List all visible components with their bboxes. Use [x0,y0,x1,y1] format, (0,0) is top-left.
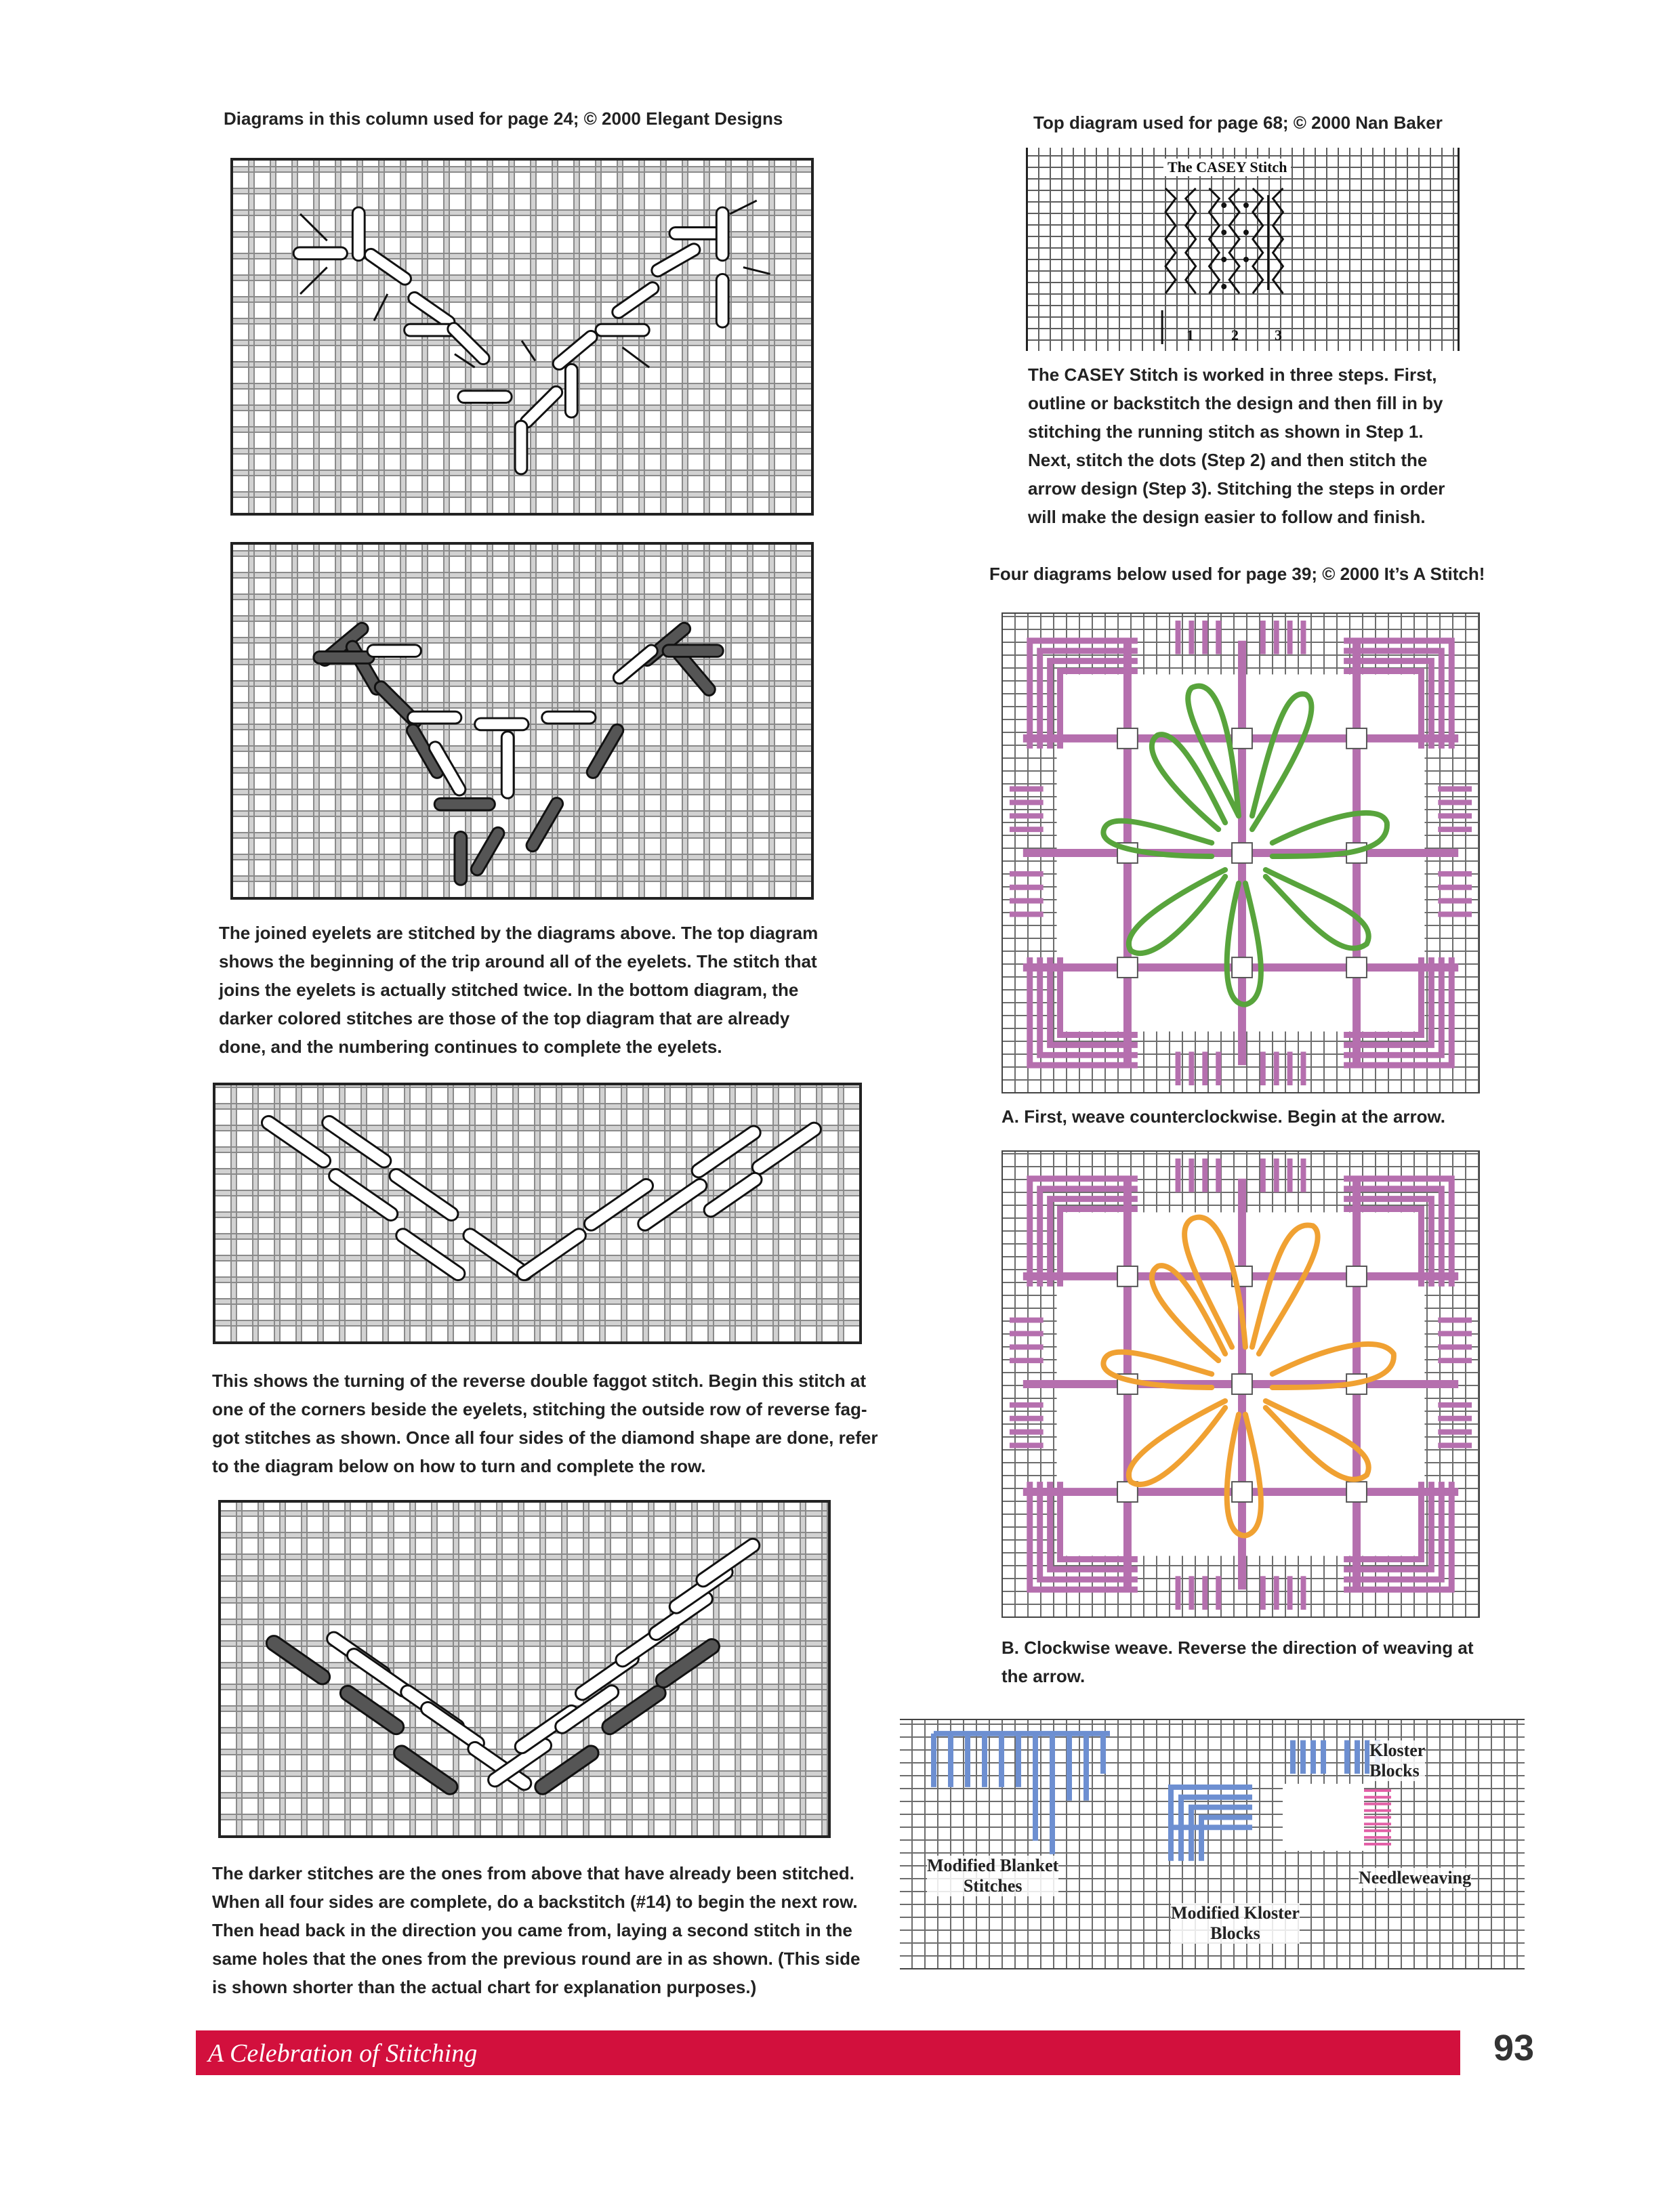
caption-line: The joined eyelets are stitched by the diagrams above. The top diagram [219,923,819,943]
caption-line: same holes that the ones from the previous round are in as shown. (This side [212,1948,861,1969]
caption-line: When all four sides are complete, do a backstitch (#14) to begin the next row. [212,1892,858,1912]
caption-line: arrow design (Step 3). Stitching the steps in order [1028,478,1445,499]
faggot-caption [212,1366,877,1480]
casey-step-3: 3 [1275,327,1282,343]
eyelet-diagram-bottom [230,542,814,900]
casey-stitch-pattern [1028,148,1458,351]
weave-a-caption: A. First, weave counterclockwise. Begin at the arrow. [1001,1106,1446,1127]
caption-line: is shown shorter than the actual chart for explanation purposes.) [212,1977,757,1997]
caption-line: will make the design easier to follow and finish. [1028,507,1426,527]
label-modified-kloster [1171,1903,1300,1944]
caption-line: The darker stitches are the ones from above that have already been stitched. [212,1863,854,1883]
caption-line: to the diagram below on how to turn and complete the row. [212,1456,706,1476]
label-needleweaving: Needleweaving [1359,1868,1472,1887]
label-line: Modified Blanket [927,1856,1059,1875]
label-line: Stitches [963,1876,1023,1896]
caption-line: B. Clockwise weave. Reverse the direction of weaving at [1001,1637,1474,1658]
right-top-header: Top diagram used for page 68; © 2000 Nan Baker [1033,112,1443,133]
faggot-stitches [215,1085,859,1341]
label-line: Kloster [1369,1740,1426,1760]
casey-step-1: 1 [1186,327,1194,343]
weave-diagram-b [1001,1150,1480,1618]
weave-b-caption [1001,1633,1473,1690]
caption-line: the arrow. [1001,1666,1086,1686]
casey-diagram-title: The CASEY Stitch [1163,159,1291,176]
caption-line: outline or backstitch the design and then fill in by [1028,393,1443,413]
caption-line: The CASEY Stitch is worked in three steps. First, [1028,364,1437,385]
caption-line: shows the beginning of the trip around all of the eyelets. The stitch that [219,951,817,972]
caption-line: Next, stitch the dots (Step 2) and then stitch the [1028,450,1428,470]
caption-line: Then head back in the direction you came from, laying a second stitch in the [212,1920,852,1940]
darker-caption [212,1859,860,2001]
caption-line: joins the eyelets is actually stitched twice. In the bottom diagram, the [219,980,799,1000]
eyelet-caption [219,919,818,1061]
faggot-stitch-diagram [213,1083,862,1344]
caption-line: one of the corners beside the eyelets, stitching the outside row of reverse fag- [212,1399,867,1419]
caption-line: This shows the turning of the reverse double faggot stitch. Begin this stitch at [212,1371,866,1391]
footer-bar [196,2030,1460,2075]
darker-stitch-diagram [218,1500,831,1838]
casey-stitch-diagram [1026,148,1460,351]
page-number: 93 [1493,2028,1535,2068]
left-column-header: Diagrams in this column used for page 24; © 2000 Elegant Designs [224,108,783,129]
stitch-legend-diagram [900,1719,1525,1969]
right-mid-header: Four diagrams below used for page 39; © 2000 It’s A Stitch! [989,564,1485,584]
caption-line: got stitches as shown. Once all four sides of the diamond shape are done, refer [212,1427,878,1448]
caption-line: stitching the running stitch as shown in Step 1. [1028,421,1424,442]
label-line: Blocks [1369,1761,1420,1780]
label-modified-blanket [927,1856,1058,1896]
weave-a-pattern [1003,614,1479,1092]
label-line: Modified Kloster [1171,1903,1300,1923]
casey-caption [1028,360,1445,531]
casey-step-2: 2 [1231,327,1239,343]
darker-stitches [221,1503,828,1835]
label-line: Blocks [1210,1923,1260,1943]
eyelet-stitches-top [233,161,811,513]
eyelet-stitches-bottom [233,545,811,897]
eyelet-diagram-top [230,158,814,516]
caption-line: done, and the numbering continues to complete the eyelets. [219,1037,722,1057]
label-kloster-blocks [1369,1740,1425,1781]
book-title: A Celebration of Stitching [208,2039,478,2068]
weave-diagram-a [1001,612,1480,1093]
weave-b-pattern [1003,1152,1479,1616]
caption-line: darker colored stitches are those of the top diagram that are already [219,1008,790,1028]
